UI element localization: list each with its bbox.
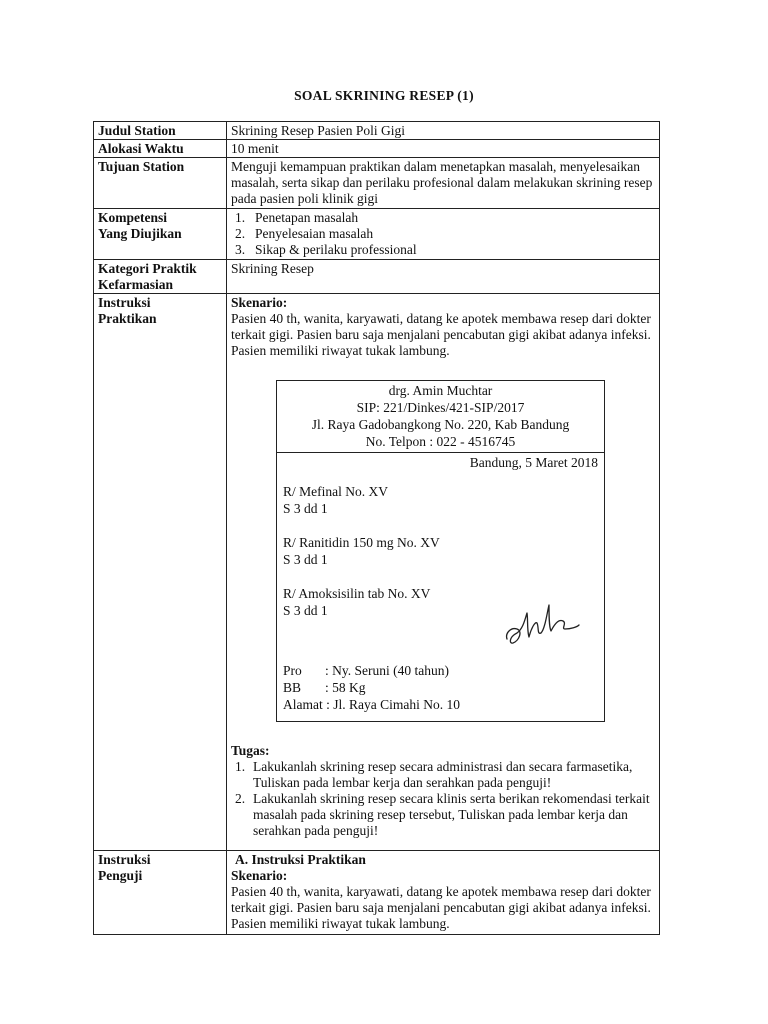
skenario-text: Pasien 40 th, wanita, karyawati, datang ke apotek membawa resep dari dokter terkait gigi. Pasien baru saja menjalani pencabutan gigi akibat adanya infeksi. Pasien memiliki riwayat tukak lambung. <box>231 311 651 358</box>
label-kompetensi <box>94 209 227 260</box>
value-alokasi: 10 menit <box>227 140 660 158</box>
row-judul <box>94 122 660 140</box>
list-item: 1. Penetapan masalah <box>235 210 359 225</box>
page-title: SOAL SKRINING RESEP (1) <box>294 88 474 103</box>
list-item: 3. Sikap & perilaku professional <box>235 242 417 257</box>
patient-alamat: Alamat : Jl. Raya Cimahi No. 10 <box>283 697 460 712</box>
label-kategori-line2: Kefarmasian <box>98 277 173 292</box>
rx-dose-2: S 3 dd 1 <box>283 552 328 567</box>
row-tujuan <box>94 158 660 209</box>
value-tujuan: Menguji kemampuan praktikan dalam menetapkan masalah, menyelesaikan masalah, serta sikap dan perilaku profesional dalam melakukan skrining resep pada pasien poli klinik gigi <box>227 158 660 209</box>
value-kategori: Skrining Resep <box>227 260 660 294</box>
label-instruksi-penguji-line1: Instruksi <box>98 852 151 867</box>
doctor-signature <box>503 599 583 647</box>
label-instruksi-praktikan-line2: Praktikan <box>98 311 157 326</box>
row-instruksi-penguji <box>94 851 660 935</box>
label-kategori-line1: Kategori Praktik <box>98 261 197 276</box>
section-a-heading: A. Instruksi Praktikan <box>235 852 366 867</box>
row-instruksi-praktikan <box>94 294 660 851</box>
value-instruksi-penguji <box>227 851 660 935</box>
label-kategori <box>94 260 227 294</box>
list-item: 2. Penyelesaian masalah <box>235 226 374 241</box>
label-instruksi-penguji-line2: Penguji <box>98 868 143 883</box>
kompetensi-list <box>231 210 655 258</box>
prescription-header <box>277 381 604 453</box>
prescription-date: Bandung, 5 Maret 2018 <box>469 455 598 470</box>
row-kategori <box>94 260 660 294</box>
tugas-label: Tugas: <box>231 743 270 758</box>
station-table <box>93 121 660 935</box>
patient-pro-key: Pro <box>283 663 302 678</box>
patient-bb-key: BB <box>283 680 302 695</box>
list-item: 1. Lakukanlah skrining resep secara administrasi dan secara farmasetika, Tuliskan pada lembar kerja dan serahkan pada penguji! <box>235 759 633 790</box>
label-instruksi-penguji <box>94 851 227 935</box>
rx-drug-2: R/ Ranitidin 150 mg No. XV <box>283 535 440 550</box>
label-alokasi: Alokasi Waktu <box>94 140 227 158</box>
value-instruksi-praktikan <box>227 294 660 851</box>
row-alokasi <box>94 140 660 158</box>
value-judul: Skrining Resep Pasien Poli Gigi <box>227 122 660 140</box>
value-kompetensi <box>227 209 660 260</box>
label-kompetensi-line2: Yang Diujikan <box>98 226 182 241</box>
label-instruksi-praktikan <box>94 294 227 851</box>
rx-dose-1: S 3 dd 1 <box>283 501 328 516</box>
prescription-box <box>276 380 605 722</box>
doctor-address: Jl. Raya Gadobangkong No. 220, Kab Bandung <box>311 417 570 432</box>
label-instruksi-praktikan-line1: Instruksi <box>98 295 151 310</box>
patient-bb <box>283 679 366 696</box>
row-kompetensi <box>94 209 660 260</box>
patient-bb-value: : 58 Kg <box>325 680 366 695</box>
label-tujuan: Tujuan Station <box>94 158 227 209</box>
rx-dose-3: S 3 dd 1 <box>283 603 328 618</box>
patient-pro-value: : Ny. Seruni (40 tahun) <box>325 663 449 678</box>
tugas-list <box>231 759 655 839</box>
patient-pro <box>283 662 449 679</box>
rx-drug-1: R/ Mefinal No. XV <box>283 484 388 499</box>
list-item: 2. Lakukanlah skrining resep secara klinis serta berikan rekomendasi terkait masalah pada skrining resep tersebut, Tuliskan pada lembar kerja dan serahkan pada penguji! <box>235 791 650 838</box>
doctor-sip: SIP: 221/Dinkes/421-SIP/2017 <box>356 400 525 415</box>
doctor-phone: No. Telpon : 022 - 4516745 <box>365 434 516 449</box>
prescription-body <box>277 453 604 721</box>
doctor-name: drg. Amin Muchtar <box>388 383 493 398</box>
label-judul: Judul Station <box>94 122 227 140</box>
penguji-skenario-text: Pasien 40 th, wanita, karyawati, datang ke apotek membawa resep dari dokter terkait gigi. Pasien baru saja menjalani pencabutan gigi akibat adanya infeksi. Pasien memiliki riwayat tukak lambung. <box>231 884 651 931</box>
rx-drug-3: R/ Amoksisilin tab No. XV <box>283 586 431 601</box>
penguji-skenario-label: Skenario: <box>231 868 288 883</box>
label-kompetensi-line1: Kompetensi <box>98 210 167 225</box>
skenario-label: Skenario: <box>231 295 288 310</box>
